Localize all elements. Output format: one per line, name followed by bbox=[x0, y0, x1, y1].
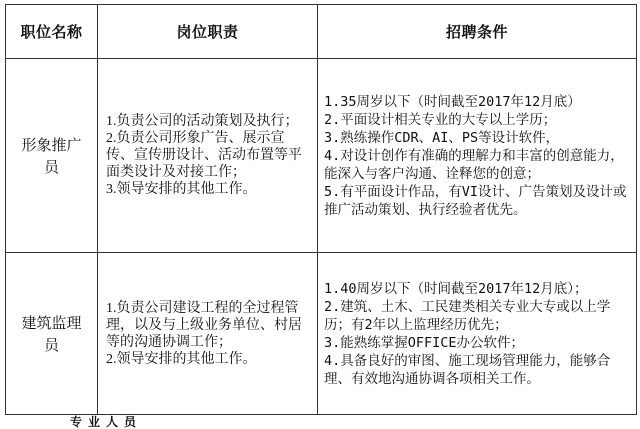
header-requirements: 招聘条件 bbox=[318, 5, 637, 59]
requirement-item: 2.建筑、土木、工民建类相关专业大专或以上学历；有2年以上监理经历优先； bbox=[324, 298, 611, 333]
requirement-item: 1.35周岁以下（时间截至2017年12月底） bbox=[324, 93, 581, 110]
requirement-item: 3.能熟练掌握OFFICE办公软件； bbox=[324, 334, 525, 351]
requirements-cell bbox=[318, 59, 637, 253]
requirement-item: 3.熟练操作CDR、AI、PS等设计软件， bbox=[324, 129, 560, 146]
table-row bbox=[6, 59, 637, 253]
duties-cell bbox=[98, 253, 318, 415]
duty-item: 2.负责公司形象广告、展示宣传、宣传册设计、活动布置等平面类设计及对接工作； bbox=[106, 131, 302, 180]
requirement-item: 1.40周岁以下（时间截至2017年12月底）； bbox=[324, 280, 588, 297]
requirement-item: 4.具备良好的审图、施工现场管理能力，能够合理、有效地沟通协调各项相关工作。 bbox=[324, 352, 611, 387]
duties-cell bbox=[98, 59, 318, 253]
header-duties: 岗位职责 bbox=[98, 5, 318, 59]
header-job-title: 职位名称 bbox=[6, 5, 98, 59]
job-title-cell: 建筑监理员 bbox=[6, 253, 98, 415]
recruitment-table bbox=[5, 4, 637, 415]
table-header-row bbox=[6, 5, 637, 59]
requirement-item: 4.对设计创作有准确的理解力和丰富的创意能力，能深入与客户沟通、诠释您的创意； bbox=[324, 147, 624, 182]
requirement-item: 5.有平面设计作品，有VI设计、广告策划及设计或推广活动策划、执行经验者优先。 bbox=[324, 183, 627, 218]
duty-item: 1.负责公司的活动策划及执行； bbox=[106, 114, 299, 129]
requirements-cell bbox=[318, 253, 637, 415]
duty-item: 1.负责公司建设工程的全过程管理，以及与上级业务单位、村居等的沟通协调工作； bbox=[106, 300, 302, 350]
duty-item: 3.领导安排的其他工作。 bbox=[106, 182, 257, 197]
job-title-cell: 形象推广员 bbox=[6, 59, 98, 253]
duty-item: 2.领导安排的其他工作。 bbox=[106, 351, 257, 367]
requirement-item: 2.平面设计相关专业的大专以上学历； bbox=[324, 111, 557, 128]
table-row bbox=[6, 253, 637, 415]
section-heading-partial: 专业人员 bbox=[70, 415, 143, 429]
